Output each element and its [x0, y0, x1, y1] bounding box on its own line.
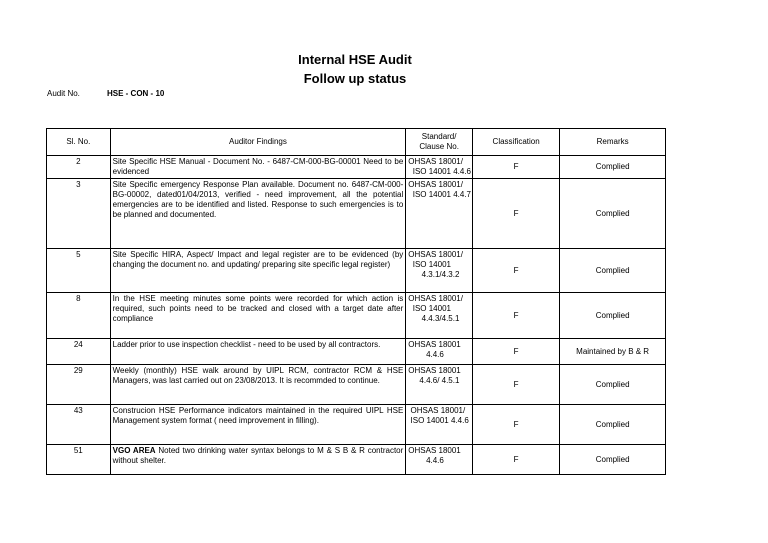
cell-standard: OHSAS 18001/ ISO 14001 4.4.3/4.5.1 [406, 293, 473, 339]
finding-text: In the HSE meeting minutes some points were recorded for which action is required, such points need to be tracked and closed with a target date after compliance [112, 294, 404, 323]
cell-classification: F [473, 249, 560, 293]
col-header-remarks: Remarks [560, 129, 666, 156]
cell-finding [110, 156, 406, 179]
cell-remarks: Complied [560, 445, 666, 475]
cell-sl-no: 24 [47, 339, 111, 365]
cell-standard: OHSAS 18001 4.4.6/ 4.5.1 [406, 365, 473, 405]
col-header-classification: Classification [473, 129, 560, 156]
table-row [47, 249, 666, 293]
table-row [47, 365, 666, 405]
cell-sl-no: 51 [47, 445, 111, 475]
cell-classification: F [473, 339, 560, 365]
cell-standard: OHSAS 18001 4.4.6 [406, 445, 473, 475]
cell-sl-no: 5 [47, 249, 111, 293]
cell-finding [110, 339, 406, 365]
cell-classification: F [473, 365, 560, 405]
audit-no-label: Audit No. [47, 89, 80, 98]
cell-remarks: Complied [560, 156, 666, 179]
cell-standard: OHSAS 18001/ ISO 14001 4.4.7 [406, 179, 473, 249]
cell-remarks: Complied [560, 293, 666, 339]
cell-sl-no: 3 [47, 179, 111, 249]
finding-text: Site Specific emergency Response Plan available. Document no. 6487-CM-000-BG-00002, dated01/04/2013, verified - need improvement, all the potential emergencies are to be identified and listed. Response to such emergencies is to be planned and documented. [112, 180, 404, 219]
cell-classification: F [473, 405, 560, 445]
col-header-standard: Standard/ Clause No. [406, 129, 473, 156]
finding-text: Weekly (monthly) HSE walk around by UIPL RCM, contractor RCM & HSE Managers, was last carried out on 23/08/2013. It is recommded to continue. [112, 366, 404, 385]
table-row [47, 179, 666, 249]
finding-text: Site Specific HIRA, Aspect/ Impact and legal register are to be evidenced (by changing the document no. and updating/ preparing site specific legal register) [112, 250, 404, 269]
table-row [47, 339, 666, 365]
cell-standard: OHSAS 18001/ ISO 14001 4.3.1/4.3.2 [406, 249, 473, 293]
cell-remarks: Complied [560, 249, 666, 293]
cell-sl-no: 2 [47, 156, 111, 179]
cell-classification: F [473, 179, 560, 249]
finding-text: Construcion HSE Performance indicators maintained in the required UIPL HSE Management system format ( need improvement in filling). [112, 406, 404, 425]
table-row [47, 445, 666, 475]
cell-standard: OHSAS 18001/ ISO 14001 4.4.6 [406, 405, 473, 445]
cell-standard: OHSAS 18001/ ISO 14001 4.4.6 [406, 156, 473, 179]
finding-text: Site Specific HSE Manual - Document No. - 6487-CM-000-BG-00001 Need to be evidenced [112, 157, 404, 176]
cell-sl-no: 8 [47, 293, 111, 339]
audit-no-value: HSE - CON - 10 [107, 89, 165, 98]
col-header-sl-no: Sl. No. [47, 129, 111, 156]
table-header-row [47, 129, 666, 156]
cell-finding [110, 445, 406, 475]
audit-table [46, 128, 666, 475]
cell-remarks: Complied [560, 179, 666, 249]
cell-finding [110, 405, 406, 445]
cell-standard: OHSAS 18001 4.4.6 [406, 339, 473, 365]
document-subtitle: Follow up status [303, 71, 407, 86]
table-row [47, 405, 666, 445]
table-row [47, 156, 666, 179]
cell-classification: F [473, 293, 560, 339]
finding-text: Noted two drinking water syntax belongs to M & S B & R contractor without shelter. [112, 446, 404, 465]
cell-remarks: Complied [560, 365, 666, 405]
table-row [47, 293, 666, 339]
finding-lead: VGO AREA [112, 446, 156, 455]
cell-classification: F [473, 156, 560, 179]
cell-finding [110, 179, 406, 249]
cell-remarks: Maintained by B & R [560, 339, 666, 365]
cell-finding [110, 293, 406, 339]
cell-finding [110, 365, 406, 405]
col-header-findings: Auditor Findings [110, 129, 406, 156]
cell-classification: F [473, 445, 560, 475]
document-title: Internal HSE Audit [298, 52, 412, 67]
cell-sl-no: 29 [47, 365, 111, 405]
finding-text: Ladder prior to use inspection checklist - need to be used by all contractors. [112, 340, 381, 349]
cell-remarks: Complied [560, 405, 666, 445]
cell-finding [110, 249, 406, 293]
cell-sl-no: 43 [47, 405, 111, 445]
